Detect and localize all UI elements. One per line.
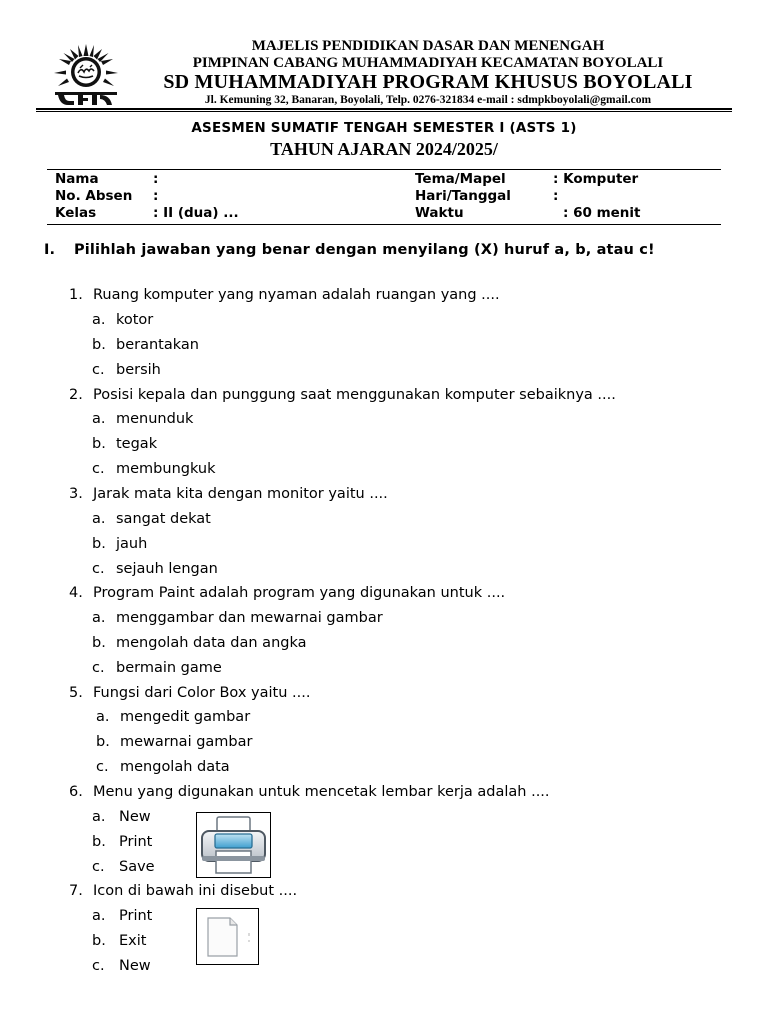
letterhead-line2: PIMPINAN CABANG MUHAMMADIYAH KECAMATAN BOYOLALI xyxy=(192,55,664,71)
option-letter[interactable]: b. xyxy=(92,436,106,452)
option-text: kotor xyxy=(116,312,154,328)
option-letter[interactable]: a. xyxy=(92,610,106,626)
exam-year: TAHUN AJARAN 2024/2025/ xyxy=(270,139,498,159)
question-text: Fungsi dari Color Box yaitu .... xyxy=(93,685,311,701)
option-letter[interactable]: a. xyxy=(92,809,106,825)
option-letter[interactable]: b. xyxy=(92,337,106,353)
option-text: Print xyxy=(119,834,153,850)
option-letter[interactable]: c. xyxy=(92,362,105,378)
question-number: 7. xyxy=(69,883,83,899)
option-letter[interactable]: b. xyxy=(96,734,110,750)
school-name: SD MUHAMMADIYAH PROGRAM KHUSUS BOYOLALI xyxy=(163,71,693,93)
option-text: mengolah data dan angka xyxy=(116,635,307,651)
question-text: Ruang komputer yang nyaman adalah ruangan yang .... xyxy=(93,287,500,303)
question-number: 1. xyxy=(69,287,83,303)
name-label: Nama xyxy=(55,171,99,187)
kelas-label: Kelas xyxy=(55,205,97,221)
printer-icon xyxy=(197,813,270,877)
option-text: mengedit gambar xyxy=(120,709,251,725)
option-text: jauh xyxy=(116,536,148,552)
option-letter[interactable]: c. xyxy=(92,660,105,676)
tema-value: : Komputer xyxy=(553,171,639,187)
absen-field[interactable]: : xyxy=(153,188,159,204)
question-text: Jarak mata kita dengan monitor yaitu .... xyxy=(93,486,388,502)
option-letter[interactable]: b. xyxy=(92,536,106,552)
option-letter[interactable]: b. xyxy=(92,635,106,651)
kelas-value: : II (dua) ... xyxy=(153,205,239,221)
exam-title: ASESMEN SUMATIF TENGAH SEMESTER I (ASTS 1) xyxy=(191,120,577,136)
option-letter[interactable]: b. xyxy=(92,933,106,949)
option-text: tegak xyxy=(116,436,158,452)
option-letter[interactable]: c. xyxy=(92,461,105,477)
option-letter[interactable]: a. xyxy=(92,411,106,427)
option-text: menunduk xyxy=(116,411,194,427)
question-text: Icon di bawah ini disebut .... xyxy=(93,883,298,899)
school-address: Jl. Kemuning 32, Banaran, Boyolali, Telp. 0276-321834 e-mail : sdmpkboyolali@gmail.com xyxy=(204,94,652,106)
option-text: membungkuk xyxy=(116,461,216,477)
option-text: mewarnai gambar xyxy=(120,734,253,750)
option-text: berantakan xyxy=(116,337,199,353)
option-text: bermain game xyxy=(116,660,222,676)
option-letter[interactable]: c. xyxy=(92,859,105,875)
tema-label: Tema/Mapel xyxy=(415,171,506,187)
option-letter[interactable]: c. xyxy=(96,759,109,775)
option-text: New xyxy=(119,809,151,825)
question-number: 5. xyxy=(69,685,83,701)
hari-label: Hari/Tanggal xyxy=(415,188,511,204)
question-number: 4. xyxy=(69,585,83,601)
option-text: mengolah data xyxy=(120,759,230,775)
letterhead-line1: MAJELIS PENDIDIKAN DASAR DAN MENENGAH xyxy=(251,38,605,54)
hari-field[interactable]: : xyxy=(553,188,559,204)
option-letter[interactable]: b. xyxy=(92,834,106,850)
new-document-icon xyxy=(197,909,258,964)
section-instruction-text: Pilihlah jawaban yang benar dengan menyilang (X) huruf a, b, atau c! xyxy=(74,242,655,258)
name-field[interactable]: : xyxy=(153,171,159,187)
option-letter[interactable]: c. xyxy=(92,561,105,577)
option-letter[interactable]: a. xyxy=(92,312,106,328)
waktu-label: Waktu xyxy=(415,205,464,221)
muhammadiyah-sun-logo-icon xyxy=(50,42,122,108)
question-text: Menu yang digunakan untuk mencetak lembar kerja adalah .... xyxy=(93,784,550,800)
question-number: 3. xyxy=(69,486,83,502)
question-text: Program Paint adalah program yang digunakan untuk .... xyxy=(93,585,506,601)
option-letter[interactable]: c. xyxy=(92,958,105,974)
question-text: Posisi kepala dan punggung saat menggunakan komputer sebaiknya .... xyxy=(93,387,616,403)
absen-label: No. Absen xyxy=(55,188,133,204)
option-text: Print xyxy=(119,908,153,924)
section-instruction xyxy=(44,238,734,263)
option-letter[interactable]: a. xyxy=(92,908,106,924)
identity-bottom-rule xyxy=(47,224,721,225)
option-text: Exit xyxy=(119,933,147,949)
printer-image xyxy=(196,812,271,878)
option-text: bersih xyxy=(116,362,161,378)
letterhead-divider-thin xyxy=(36,111,732,112)
option-text: menggambar dan mewarnai gambar xyxy=(116,610,383,626)
option-text: sangat dekat xyxy=(116,511,211,527)
section-number: I. xyxy=(44,242,56,258)
option-text: sejauh lengan xyxy=(116,561,218,577)
new-document-image xyxy=(196,908,259,965)
identity-top-rule xyxy=(47,169,721,170)
question-number: 2. xyxy=(69,387,83,403)
letterhead-divider xyxy=(36,108,732,110)
option-letter[interactable]: a. xyxy=(92,511,106,527)
option-text: New xyxy=(119,958,151,974)
question-number: 6. xyxy=(69,784,83,800)
option-letter[interactable]: a. xyxy=(96,709,110,725)
waktu-value: : 60 menit xyxy=(563,205,641,221)
option-text: Save xyxy=(119,859,155,875)
